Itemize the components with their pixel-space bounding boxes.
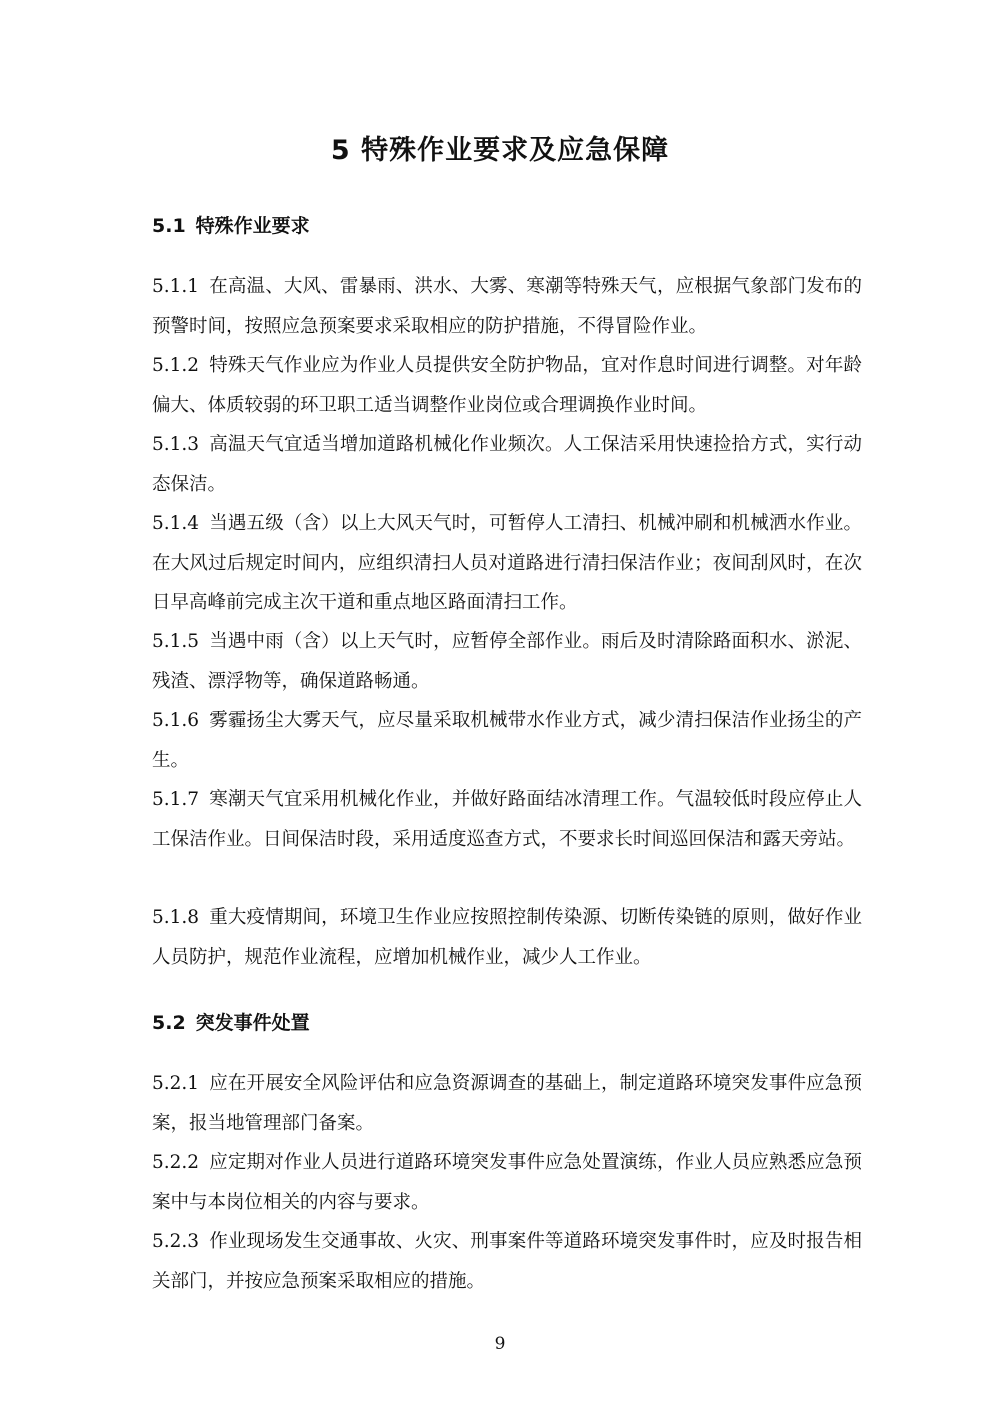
clause-number: 5.2.1 <box>152 1073 200 1094</box>
clause-5-2-3 <box>152 1222 862 1301</box>
clause-text: 高温天气宜适当增加道路机械化作业频次。人工保洁采用快速捡拾方式，实行动态保洁。 <box>152 434 862 495</box>
clause-number: 5.1.2 <box>152 355 200 376</box>
clause-text: 雾霾扬尘大雾天气，应尽量采取机械带水作业方式，减少清扫保洁作业扬尘的产生。 <box>152 710 862 771</box>
clause-5-1-8 <box>152 898 862 977</box>
section-title: 突发事件处置 <box>195 1012 310 1034</box>
section-number: 5.1 <box>152 215 186 237</box>
clause-5-1-1 <box>152 267 862 346</box>
clause-text: 在高温、大风、雷暴雨、洪水、大雾、寒潮等特殊天气，应根据气象部门发布的预警时间，按照应急预案要求采取相应的防护措施，不得冒险作业。 <box>152 276 862 337</box>
clause-number: 5.2.2 <box>152 1152 200 1173</box>
clause-text: 当遇中雨（含）以上天气时，应暂停全部作业。雨后及时清除路面积水、淤泥、残渣、漂浮物等，确保道路畅通。 <box>152 631 862 692</box>
clause-5-2-1 <box>152 1064 862 1143</box>
clause-5-1-5 <box>152 622 862 701</box>
chapter-title: 5 特殊作业要求及应急保障 <box>330 135 670 166</box>
clause-text: 特殊天气作业应为作业人员提供安全防护物品，宜对作息时间进行调整。对年龄偏大、体质较弱的环卫职工适当调整作业岗位或合理调换作业时间。 <box>152 355 862 416</box>
section-title: 特殊作业要求 <box>195 215 310 237</box>
clause-5-1-6 <box>152 701 862 780</box>
page-number: 9 <box>494 1334 506 1354</box>
clause-number: 5.1.8 <box>152 907 200 928</box>
clause-text: 应定期对作业人员进行道路环境突发事件应急处置演练，作业人员应熟悉应急预案中与本岗位相关的内容与要求。 <box>152 1152 862 1213</box>
section-heading-5-2 <box>152 1008 310 1035</box>
clause-text: 当遇五级（含）以上大风天气时，可暂停人工清扫、机械冲刷和机械洒水作业。在大风过后规定时间内，应组织清扫人员对道路进行清扫保洁作业；夜间刮风时，在次日早高峰前完成主次干道和重点地区路面清扫工作。 <box>152 513 862 613</box>
clause-text: 应在开展安全风险评估和应急资源调查的基础上，制定道路环境突发事件应急预案，报当地管理部门备案。 <box>152 1073 862 1134</box>
clause-text: 作业现场发生交通事故、火灾、刑事案件等道路环境突发事件时，应及时报告相关部门，并按应急预案采取相应的措施。 <box>152 1231 862 1292</box>
clause-number: 5.1.4 <box>152 513 200 534</box>
clause-5-1-3 <box>152 425 862 504</box>
clause-5-1-7 <box>152 780 862 859</box>
section-heading-5-1 <box>152 211 310 238</box>
clause-text: 寒潮天气宜采用机械化作业，并做好路面结冰清理工作。气温较低时段应停止人工保洁作业。日间保洁时段，采用适度巡查方式，不要求长时间巡回保洁和露天旁站。 <box>152 789 862 850</box>
clause-number: 5.1.5 <box>152 631 200 652</box>
clause-number: 5.1.6 <box>152 710 200 731</box>
clause-5-1-4 <box>152 504 862 623</box>
clause-number: 5.1.7 <box>152 789 200 810</box>
clause-text: 重大疫情期间，环境卫生作业应按照控制传染源、切断传染链的原则，做好作业人员防护，规范作业流程，应增加机械作业，减少人工作业。 <box>152 907 862 968</box>
clause-5-1-2 <box>152 346 862 425</box>
section-number: 5.2 <box>152 1012 186 1034</box>
clause-number: 5.1.1 <box>152 276 200 297</box>
clause-5-2-2 <box>152 1143 862 1222</box>
clause-number: 5.1.3 <box>152 434 200 455</box>
clause-number: 5.2.3 <box>152 1231 200 1252</box>
